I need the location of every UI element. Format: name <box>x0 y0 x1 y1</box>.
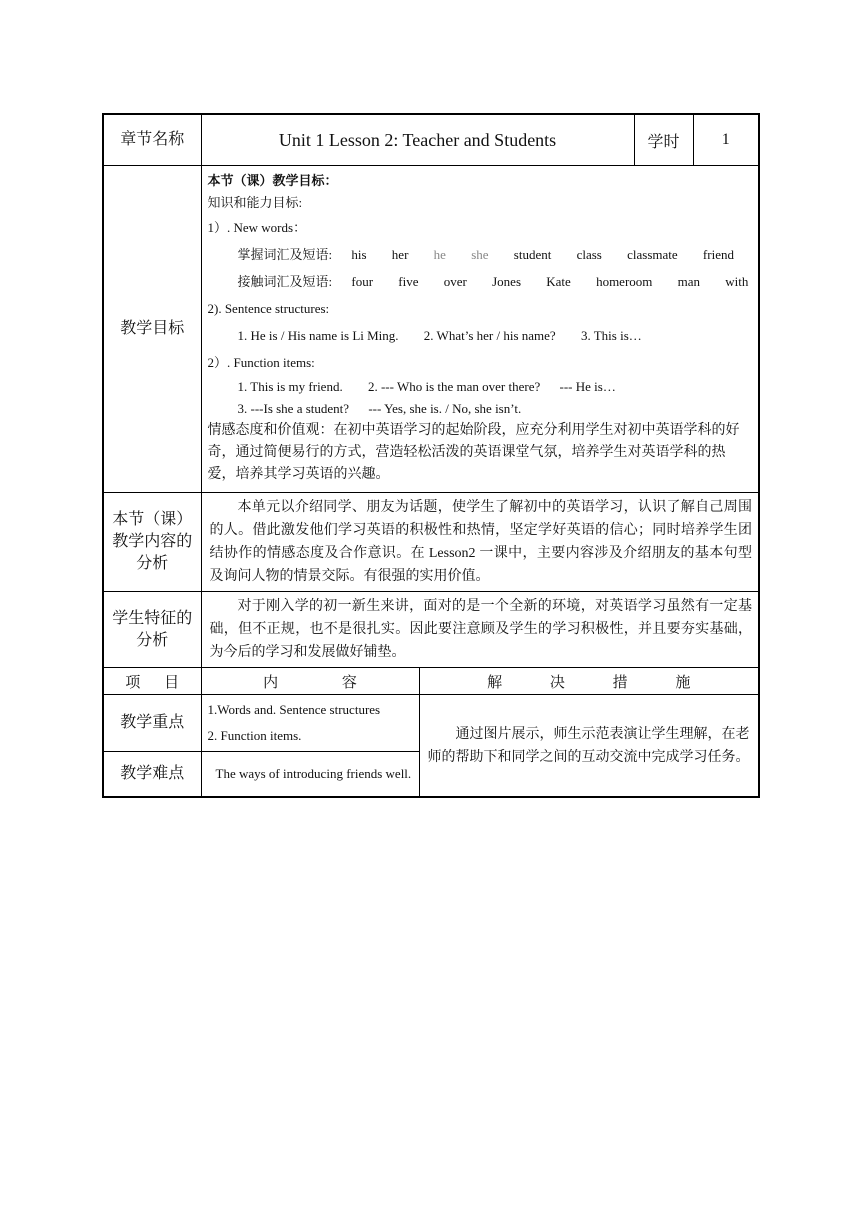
difficulties-label: 教学难点 <box>103 752 201 798</box>
contact-words-line <box>208 268 753 295</box>
difficulties-text: The ways of introducing friends well. <box>201 752 419 798</box>
analysis-text: 本单元以介绍同学、朋友为话题，使学生了解初中的英语学习，认识了解自己周围的人。借此激发他们学习英语的积极性和热情，坚定学好英语的信心；同时培养学生团结协作的情感态度及合作意识。在 Lesson2 一课中，主要内容涉及介绍朋友的基本句型及询问人物的情景交际。有很强的实用价值。 <box>201 493 759 592</box>
students-text: 对于刚入学的初一新生来讲，面对的是一个全新的环境，对英语学习虽然有一定基础，但不正规，也不是很扎实。因此要注意顾及学生的学习积极性，并且要夯实基础，为今后的学习和发展做好铺垫。 <box>201 592 759 668</box>
master-words-line <box>208 241 753 268</box>
analysis-label: 本节（课）教学内容的分析 <box>103 493 201 592</box>
function-line-2 <box>208 398 753 420</box>
goals-label: 教学目标 <box>103 166 201 493</box>
word: Jones <box>492 274 522 289</box>
item-header: 项 目 <box>103 668 201 695</box>
lesson-title: Unit 1 Lesson 2: Teacher and Students <box>201 114 634 166</box>
sentence-heading: 2). Sentence structures: <box>207 301 330 316</box>
students-row <box>103 592 759 668</box>
word: she <box>471 247 489 262</box>
word: four <box>351 274 374 289</box>
sentence-item: 1. He is / His name is Li Ming. <box>237 328 399 343</box>
key-point-item: 1.Words and. Sentence structures <box>207 702 381 717</box>
lesson-plan-table <box>102 113 760 798</box>
solution-header: 解 决 措 施 <box>419 668 759 695</box>
key-points-label: 教学重点 <box>103 695 201 752</box>
goals-row <box>103 166 759 493</box>
word: classmate <box>627 247 678 262</box>
function-item: --- He is… <box>559 379 616 394</box>
function-line-1 <box>208 376 753 398</box>
key-points-row <box>103 695 759 752</box>
contact-label: 接触词汇及短语: <box>237 274 333 289</box>
function-item: 3. ---Is she a student? <box>237 401 350 416</box>
sentence-items-line <box>208 322 753 349</box>
goals-content <box>201 166 759 493</box>
knowledge-heading: 知识和能力目标: <box>207 195 303 210</box>
word: friend <box>702 247 734 262</box>
key-point-item: 2. Function items. <box>207 728 302 743</box>
subheader-row <box>103 668 759 695</box>
word: five <box>398 274 419 289</box>
key-points-content <box>201 695 419 752</box>
students-label: 学生特征的分析 <box>103 592 201 668</box>
function-item: 1. This is my friend. <box>237 379 343 394</box>
master-label: 掌握词汇及短语: <box>237 247 333 262</box>
word: with <box>725 274 749 289</box>
title-row <box>103 114 759 166</box>
word: homeroom <box>596 274 653 289</box>
function-heading: 2）. Function items: <box>207 355 315 370</box>
function-item: --- Yes, she is. / No, she isn’t. <box>368 401 522 416</box>
solution-text: 通过图片展示，师生示范表演让学生理解，在老师的帮助下和同学之间的互动交流中完成学习任务。 <box>419 695 759 798</box>
hours-label: 学时 <box>634 114 693 166</box>
word: her <box>391 247 409 262</box>
word: man <box>677 274 701 289</box>
analysis-row <box>103 493 759 592</box>
sentence-item: 3. This is… <box>580 328 642 343</box>
word: his <box>351 247 367 262</box>
word: Kate <box>546 274 571 289</box>
word: he <box>433 247 446 262</box>
hours-value: 1 <box>693 114 759 166</box>
word: class <box>576 247 602 262</box>
function-item: 2. --- Who is the man over there? <box>367 379 541 394</box>
word: student <box>513 247 552 262</box>
word: over <box>443 274 467 289</box>
sentence-item: 2. What’s her / his name? <box>423 328 556 343</box>
content-header: 内 容 <box>201 668 419 695</box>
emotion-goal: 情感态度和价值观：在初中英语学习的起始阶段，应充分利用学生对初中英语学科的好奇，通过简便易行的方式，营造轻松活泼的英语课堂气氛，培养学生对英语学科的热爱，培养其学习英语的兴趣。 <box>207 423 740 482</box>
goals-heading: 本节（课）教学目标： <box>207 173 338 188</box>
new-words-heading: 1）. New words： <box>207 220 307 235</box>
chapter-label: 章节名称 <box>103 114 201 166</box>
